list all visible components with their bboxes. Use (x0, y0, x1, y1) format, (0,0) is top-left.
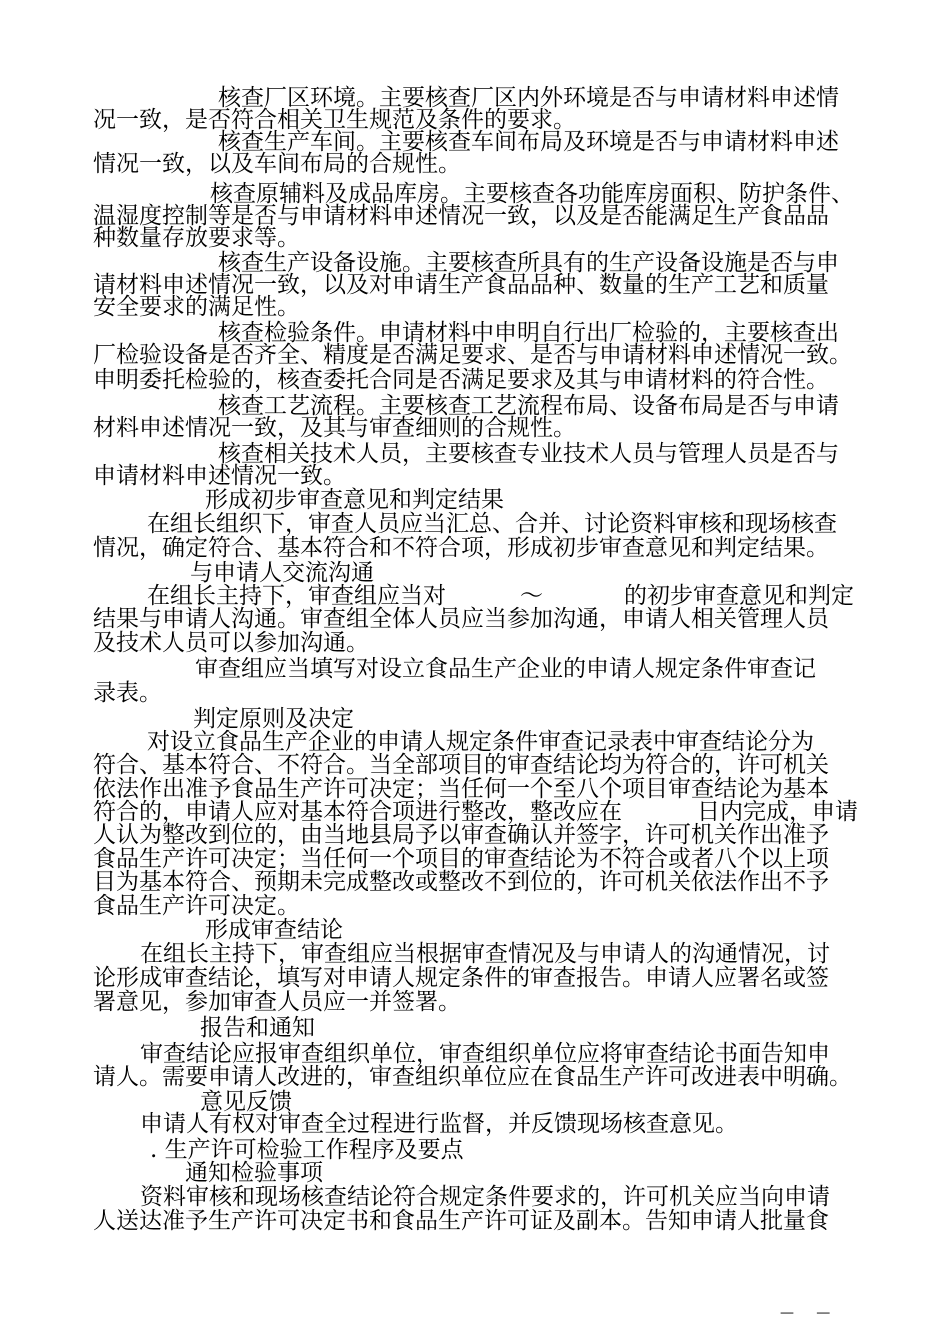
text-line: 食品生产许可决定；当任何一个项目的审查结论为不符合或者八个以上项 (93, 846, 829, 872)
section-heading: 通知检验事项 (185, 1160, 323, 1186)
text-line: 安全要求的满足性。 (93, 294, 300, 320)
section-heading: . 生产许可检验工作程序及要点 (150, 1137, 464, 1163)
text-line: 对设立食品生产企业的申请人规定条件审查记录表中审查结论分为 (147, 729, 814, 755)
range-tilde: ～ (520, 583, 543, 609)
text-line: 在组长组织下，审查人员应当汇总、合并、讨论资料审核和现场核查 (147, 511, 837, 537)
text-line: 人送达准予生产许可决定书和食品生产许可证及副本。告知申请人批量食 (93, 1208, 829, 1234)
text-line: 况一致，是否符合相关卫生规范及条件的要求。 (93, 107, 576, 133)
section-heading: 形成审查结论 (205, 917, 343, 943)
text-line: 温湿度控制等是否与申请材料申述情况一致，以及是否能满足生产食品品 (93, 203, 829, 229)
text-line: 厂检验设备是否齐全、精度是否满足要求、是否与申请材料申述情况一致。 (93, 342, 852, 368)
section-heading: 形成初步审查意见和判定结果 (205, 487, 504, 513)
text-line: 申明委托检验的，核查委托合同是否满足要求及其与申请材料的符合性。 (93, 367, 829, 393)
text-line: 情况一致，以及车间布局的合规性。 (93, 151, 461, 177)
text-line: 结果与申请人沟通。审查组全体人员应当参加沟通，申请人相关管理人员 (93, 606, 829, 632)
text-line: 请人。需要申请人改进的，审查组织单位应在食品生产许可改进表中明确。 (93, 1064, 852, 1090)
text-line: 核查相关技术人员，主要核查专业技术人员与管理人员是否与 (218, 441, 839, 467)
text-line: 种数量存放要求等。 (93, 225, 300, 251)
text-line: 申请人有权对审查全过程进行监督，并反馈现场核查意见。 (140, 1111, 738, 1137)
text-line: 食品生产许可决定。 (93, 893, 300, 919)
text-line: 人认为整改到位的，由当地县局予以审查确认并签字，许可机关作出准予 (93, 822, 829, 848)
text-line: 符合、基本符合、不符合。当全部项目的审查结论均为符合的，许可机关 (93, 752, 829, 778)
text-line: 录表。 (93, 680, 162, 706)
section-heading: 报告和通知 (200, 1015, 315, 1041)
section-heading: 意见反馈 (200, 1089, 292, 1115)
text-line: 在组长主持下，审查组应当根据审查情况及与申请人的沟通情况，讨 (140, 941, 830, 967)
section-heading: 与申请人交流沟通 (190, 560, 374, 586)
text-line: 依法作出准予食品生产许可决定；当任何一个至八个项目审查结论为基本 (93, 776, 829, 802)
text-line: 及技术人员可以参加沟通。 (93, 630, 369, 656)
text-line: 符合的，申请人应对基本符合项进行整改，整改应在 (93, 799, 622, 825)
text-line: 申请材料申述情况一致。 (93, 463, 346, 489)
text-line: 论形成审查结论，填写对申请人规定条件的审查报告。申请人应署名或签 (93, 965, 829, 991)
text-line: 情况，确定符合、基本符合和不符合项，形成初步审查意见和判定结果。 (93, 535, 829, 561)
page-footer-dashes: — — (780, 1305, 831, 1321)
text-line: 核查工艺流程。主要核查工艺流程布局、设备布局是否与申请 (218, 393, 839, 419)
text-line: 日内完成，申请 (697, 799, 858, 825)
text-line: 在组长主持下，审查组应当对 (147, 583, 446, 609)
text-line: 材料申述情况一致，及其与审查细则的合规性。 (93, 415, 576, 441)
text-line: 核查检验条件。申请材料中申明自行出厂检验的，主要核查出 (218, 320, 839, 346)
text-line: 的初步审查意见和判定 (624, 583, 854, 609)
text-line: 核查生产设备设施。主要核查所具有的生产设备设施是否与申 (218, 250, 839, 276)
text-line: 核查原辅料及成品库房。主要核查各功能库房面积、防护条件、 (210, 181, 854, 207)
text-line: 核查生产车间。主要核查车间布局及环境是否与申请材料申述 (218, 129, 839, 155)
text-line: 资料审核和现场核查结论符合规定条件要求的，许可机关应当向申请 (140, 1184, 830, 1210)
text-line: 核查厂区环境。主要核查厂区内外环境是否与申请材料申述情 (218, 85, 839, 111)
text-line: 审查结论应报审查组织单位，审查组织单位应将审查结论书面告知申 (140, 1041, 830, 1067)
section-heading: 判定原则及决定 (193, 706, 354, 732)
text-line: 审查组应当填写对设立食品生产企业的申请人规定条件审查记 (195, 656, 816, 682)
text-line: 署意见，参加审查人员应一并签署。 (93, 989, 461, 1015)
text-line: 目为基本符合、预期未完成整改或整改不到位的，许可机关依法作出不予 (93, 869, 829, 895)
text-line: 请材料申述情况一致，以及对申请生产食品品种、数量的生产工艺和质量 (93, 272, 829, 298)
